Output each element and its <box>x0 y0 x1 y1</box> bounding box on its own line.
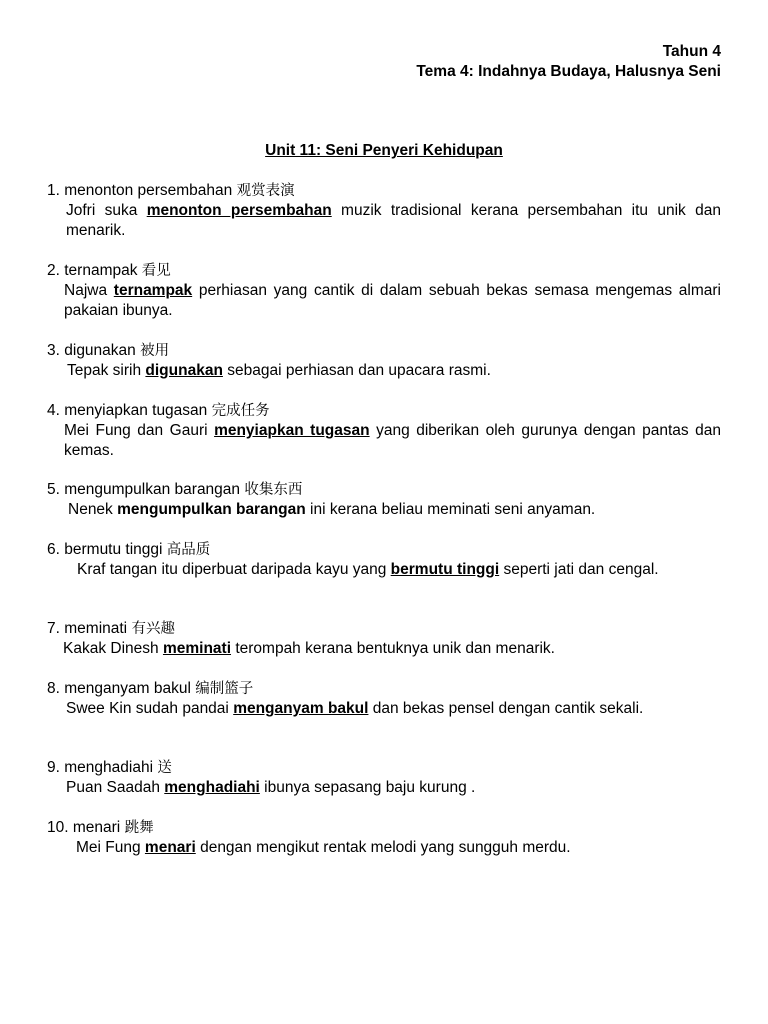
item-number: 4. <box>47 402 60 419</box>
vocab-item-3 <box>47 341 721 381</box>
example-sentence <box>47 639 721 659</box>
chinese-translation: 高品质 <box>166 542 211 558</box>
item-number: 6. <box>47 541 60 558</box>
term-line <box>47 261 721 281</box>
highlighted-term: menonton persembahan <box>146 202 332 219</box>
vocab-item-6 <box>47 540 721 580</box>
sentence-before: Tepak sirih <box>67 362 146 379</box>
item-number: 1. <box>47 182 60 199</box>
sentence-before: Jofri suka <box>66 202 147 219</box>
example-sentence <box>47 560 721 580</box>
highlighted-term: menghadiahi <box>164 779 260 796</box>
term: menonton persembahan <box>64 182 233 199</box>
term-line <box>47 341 721 361</box>
sentence-after: sebagai perhiasan dan upacara rasmi. <box>222 362 491 379</box>
term: bermutu tinggi <box>64 541 163 558</box>
term-line <box>47 480 721 500</box>
example-sentence <box>47 778 721 798</box>
item-number: 8. <box>47 680 60 697</box>
chinese-translation: 观赏表演 <box>236 183 295 199</box>
theme-label: Tema 4: Indahnya Budaya, Halusnya Seni <box>416 63 721 80</box>
vocab-item-9 <box>47 758 721 798</box>
chinese-translation: 有兴趣 <box>131 621 175 637</box>
term-line <box>47 679 721 699</box>
vocab-item-1 <box>47 181 721 240</box>
item-number: 7. <box>47 620 60 637</box>
sentence-after: ini kerana beliau meminati seni anyaman. <box>305 501 596 518</box>
example-sentence <box>47 699 721 719</box>
vocab-item-10 <box>47 818 721 858</box>
document-header <box>416 42 721 82</box>
chinese-translation: 送 <box>157 760 172 776</box>
sentence-after: dengan mengikut rentak melodi yang sungguh merdu. <box>195 839 571 856</box>
sentence-after: ibunya sepasang baju kurung . <box>259 779 476 796</box>
chinese-translation: 完成任务 <box>211 403 270 419</box>
term: mengumpulkan barangan <box>64 481 241 498</box>
highlighted-term: mengumpulkan barangan <box>117 501 306 518</box>
chinese-translation: 被用 <box>140 343 170 359</box>
vocab-item-4 <box>47 401 721 460</box>
highlighted-term: bermutu tinggi <box>390 561 500 578</box>
term: meminati <box>64 620 128 637</box>
term-line <box>47 758 721 778</box>
term-line <box>47 181 721 201</box>
term: menari <box>72 819 121 836</box>
term: menghadiahi <box>64 759 154 776</box>
sentence-after: yang diberikan oleh gurunya dengan pantas dan kemas. <box>64 422 722 459</box>
chinese-translation: 看见 <box>141 263 171 279</box>
example-sentence <box>47 281 721 320</box>
chinese-translation: 跳舞 <box>124 820 154 836</box>
example-sentence <box>47 421 721 460</box>
item-number: 10. <box>47 819 69 836</box>
example-sentence <box>47 838 721 858</box>
highlighted-term: meminati <box>162 640 232 657</box>
highlighted-term: ternampak <box>113 282 193 299</box>
sentence-before: Mei Fung <box>76 839 145 856</box>
sentence-after: muzik tradisional kerana persembahan itu unik dan menarik. <box>66 202 721 239</box>
term-line <box>47 619 721 639</box>
term: menyiapkan tugasan <box>64 402 208 419</box>
vocab-item-5 <box>47 480 721 520</box>
term-line <box>47 401 721 421</box>
example-sentence <box>47 500 721 520</box>
sentence-after: seperti jati dan cengal. <box>499 561 659 578</box>
vocab-item-7 <box>47 619 721 659</box>
sentence-before: Kraf tangan itu diperbuat daripada kayu yang <box>77 561 391 578</box>
year-label: Tahun 4 <box>662 43 721 60</box>
sentence-before: Swee Kin sudah pandai <box>66 700 234 717</box>
item-number: 3. <box>47 342 60 359</box>
sentence-after: dan bekas pensel dengan cantik sekali. <box>368 700 644 717</box>
chinese-translation: 收集东西 <box>244 482 303 498</box>
highlighted-term: menyiapkan tugasan <box>214 422 370 439</box>
item-number: 2. <box>47 262 60 279</box>
example-sentence <box>47 201 721 240</box>
term: menganyam bakul <box>64 680 191 697</box>
example-sentence <box>47 361 721 381</box>
term: ternampak <box>64 262 138 279</box>
sentence-before: Najwa <box>64 282 114 299</box>
sentence-before: Puan Saadah <box>66 779 165 796</box>
highlighted-term: menari <box>144 839 196 856</box>
term-line <box>47 540 721 560</box>
sentence-after: perhiasan yang cantik di dalam sebuah bekas semasa mengemas almari pakaian ibunya. <box>64 282 721 319</box>
highlighted-term: menganyam bakul <box>233 700 369 717</box>
sentence-before: Nenek <box>68 501 118 518</box>
item-number: 5. <box>47 481 60 498</box>
chinese-translation: 编制篮子 <box>195 681 254 697</box>
item-number: 9. <box>47 759 60 776</box>
vocab-item-2 <box>47 261 721 320</box>
sentence-before: Mei Fung dan Gauri <box>64 422 215 439</box>
term-line <box>47 818 721 838</box>
sentence-after: terompah kerana bentuknya unik dan menarik. <box>231 640 555 657</box>
sentence-before: Kakak Dinesh <box>63 640 163 657</box>
vocab-item-8 <box>47 679 721 719</box>
unit-title: Unit 11: Seni Penyeri Kehidupan <box>265 142 503 159</box>
highlighted-term: digunakan <box>145 362 223 379</box>
term: digunakan <box>64 342 136 359</box>
